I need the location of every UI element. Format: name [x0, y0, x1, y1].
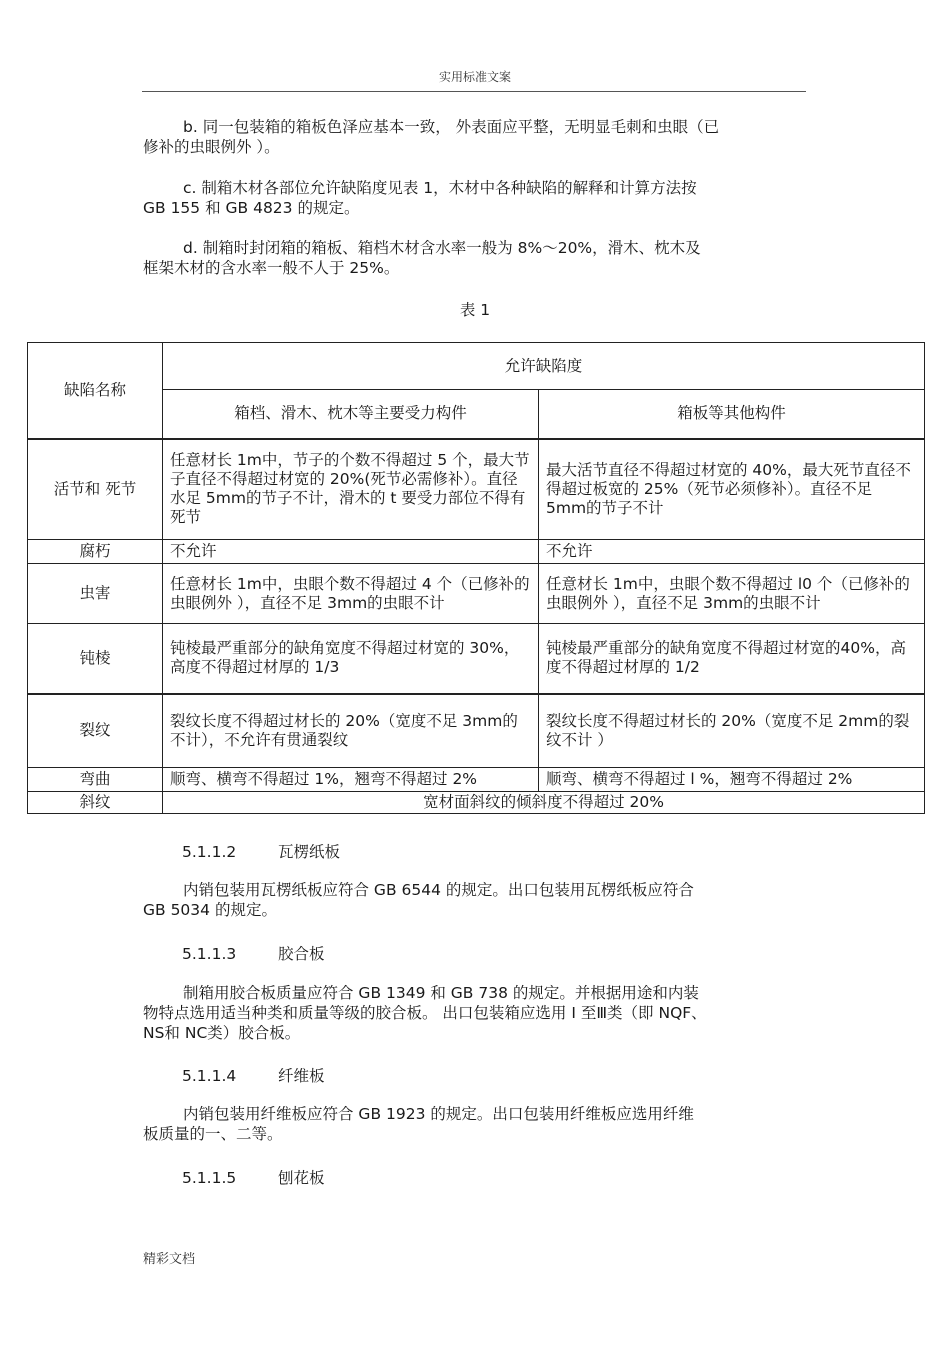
- section-title: 纤维板: [278, 1067, 325, 1085]
- section-number: 5.1.1.2: [182, 843, 237, 861]
- paragraph-d-line2: 框架木材的含水率一般不人于 25%。: [143, 259, 400, 277]
- table-row: [28, 768, 925, 792]
- table-row: [28, 792, 925, 814]
- header-defect-name: 缺陷名称: [28, 343, 163, 439]
- page-header: 实用标准文案: [438, 70, 511, 84]
- row-main-members: 任意材长 1m中，虫眼个数不得超过 4 个（已修补的虫眼例外 ），直径不足 3mm的虫眼不计: [163, 564, 539, 624]
- row-name: 钝棱: [28, 624, 163, 694]
- row-other-members: 最大活节直径不得超过材宽的 40%，最大死节直径不得超过板宽的 25%（死节必须修补）。直径不足 5mm的节子不计: [539, 439, 925, 540]
- row-merged-value: 宽材面斜纹的倾斜度不得超过 20%: [163, 792, 925, 814]
- paragraph-c: [143, 178, 808, 218]
- section-number: 5.1.1.5: [182, 1169, 237, 1187]
- row-other-members: 任意材长 1m中，虫眼个数不得超过 l0 个（已修补的虫眼例外 ），直径不足 3mm的虫眼不计: [539, 564, 925, 624]
- paragraph-b: [143, 117, 808, 157]
- header-allowed-degree: 允许缺陷度: [163, 343, 925, 390]
- section-paragraph: [143, 1104, 808, 1144]
- row-main-members: 裂纹长度不得超过材长的 20%（宽度不足 3mm的不计），不允许有贯通裂纹: [163, 694, 539, 768]
- section-paragraph-line2: 物特点选用适当种类和质量等级的胶合板。 出口包装箱应选用 I 至Ⅲ类（即 NQF、: [143, 1004, 707, 1022]
- row-main-members: 钝棱最严重部分的缺角宽度不得超过材宽的 30%，高度不得超过材厚的 1/3: [163, 624, 539, 694]
- table-row: [28, 439, 925, 540]
- header-main-members: 箱档、滑木、枕木等主要受力构件: [163, 390, 539, 439]
- row-main-members: 任意材长 1m中，节子的个数不得超过 5 个，最大节子直径不得超过材宽的 20%(死节必需修补）。直径水足 5mm的节子不计，滑木的 t 要受力部位不得有 死节: [163, 439, 539, 540]
- section-paragraph-line2: 板质量的一、二等。: [143, 1125, 283, 1143]
- section-paragraph: [143, 880, 808, 920]
- section-paragraph-line2: GB 5034 的规定。: [143, 901, 277, 919]
- section-paragraph-line1: 内销包装用纤维板应符合 GB 1923 的规定。出口包装用纤维板应选用纤维: [183, 1105, 694, 1123]
- section-title: 胶合板: [278, 945, 325, 963]
- row-main-members: 顺弯、横弯不得超过 1%，翘弯不得超过 2%: [163, 768, 539, 792]
- table-row: [28, 540, 925, 564]
- paragraph-b-line1: b. 同一包装箱的箱板色泽应基本一致， 外表面应平整，无明显毛刺和虫眼（已: [183, 118, 720, 136]
- table-row: [28, 564, 925, 624]
- row-main-members: 不允许: [163, 540, 539, 564]
- section-number: 5.1.1.3: [182, 945, 237, 963]
- page-footer: 精彩文档: [143, 1252, 196, 1267]
- row-name: 活节和 死节: [28, 439, 163, 540]
- section-paragraph-line1: 内销包装用瓦楞纸板应符合 GB 6544 的规定。出口包装用瓦楞纸板应符合: [183, 881, 694, 899]
- table-row: [28, 624, 925, 694]
- paragraph-d: [143, 238, 808, 278]
- section-paragraph-line3: NS和 NC类）胶合板。: [143, 1024, 301, 1042]
- row-other-members: 不允许: [539, 540, 925, 564]
- table-caption: 表 1: [459, 301, 491, 319]
- section-heading: [182, 942, 325, 964]
- paragraph-b-line2: 修补的虫眼例外 ）。: [143, 138, 280, 156]
- paragraph-c-line1: c. 制箱木材各部位允许缺陷度见表 1，木材中各种缺陷的解释和计算方法按: [183, 179, 697, 197]
- section-paragraph: [143, 983, 808, 1043]
- row-name: 弯曲: [28, 768, 163, 792]
- paragraph-d-line1: d. 制箱时封闭箱的箱板、箱档木材含水率一般为 8%～20%，滑木、枕木及: [183, 239, 701, 257]
- section-heading: [182, 1166, 325, 1188]
- row-other-members: 钝棱最严重部分的缺角宽度不得超过材宽的40%，高度不得超过材厚的 1/2: [539, 624, 925, 694]
- row-name: 斜纹: [28, 792, 163, 814]
- row-other-members: 顺弯、横弯不得超过 l %，翘弯不得超过 2%: [539, 768, 925, 792]
- section-number: 5.1.1.4: [182, 1067, 237, 1085]
- row-name: 裂纹: [28, 694, 163, 768]
- row-name: 腐朽: [28, 540, 163, 564]
- section-title: 瓦楞纸板: [278, 843, 341, 861]
- defect-table: [27, 342, 925, 814]
- row-other-members: 裂纹长度不得超过材长的 20%（宽度不足 2mm的裂纹不计 ）: [539, 694, 925, 768]
- section-heading: [182, 1064, 325, 1086]
- section-paragraph-line1: 制箱用胶合板质量应符合 GB 1349 和 GB 738 的规定。并根据用途和内装: [183, 984, 699, 1002]
- row-name: 虫害: [28, 564, 163, 624]
- paragraph-c-line2: GB 155 和 GB 4823 的规定。: [143, 199, 360, 217]
- table-row: [28, 694, 925, 768]
- header-other-members: 箱板等其他构件: [539, 390, 925, 439]
- section-heading: [182, 840, 340, 862]
- section-title: 刨花板: [278, 1169, 325, 1187]
- header-divider: [142, 91, 806, 92]
